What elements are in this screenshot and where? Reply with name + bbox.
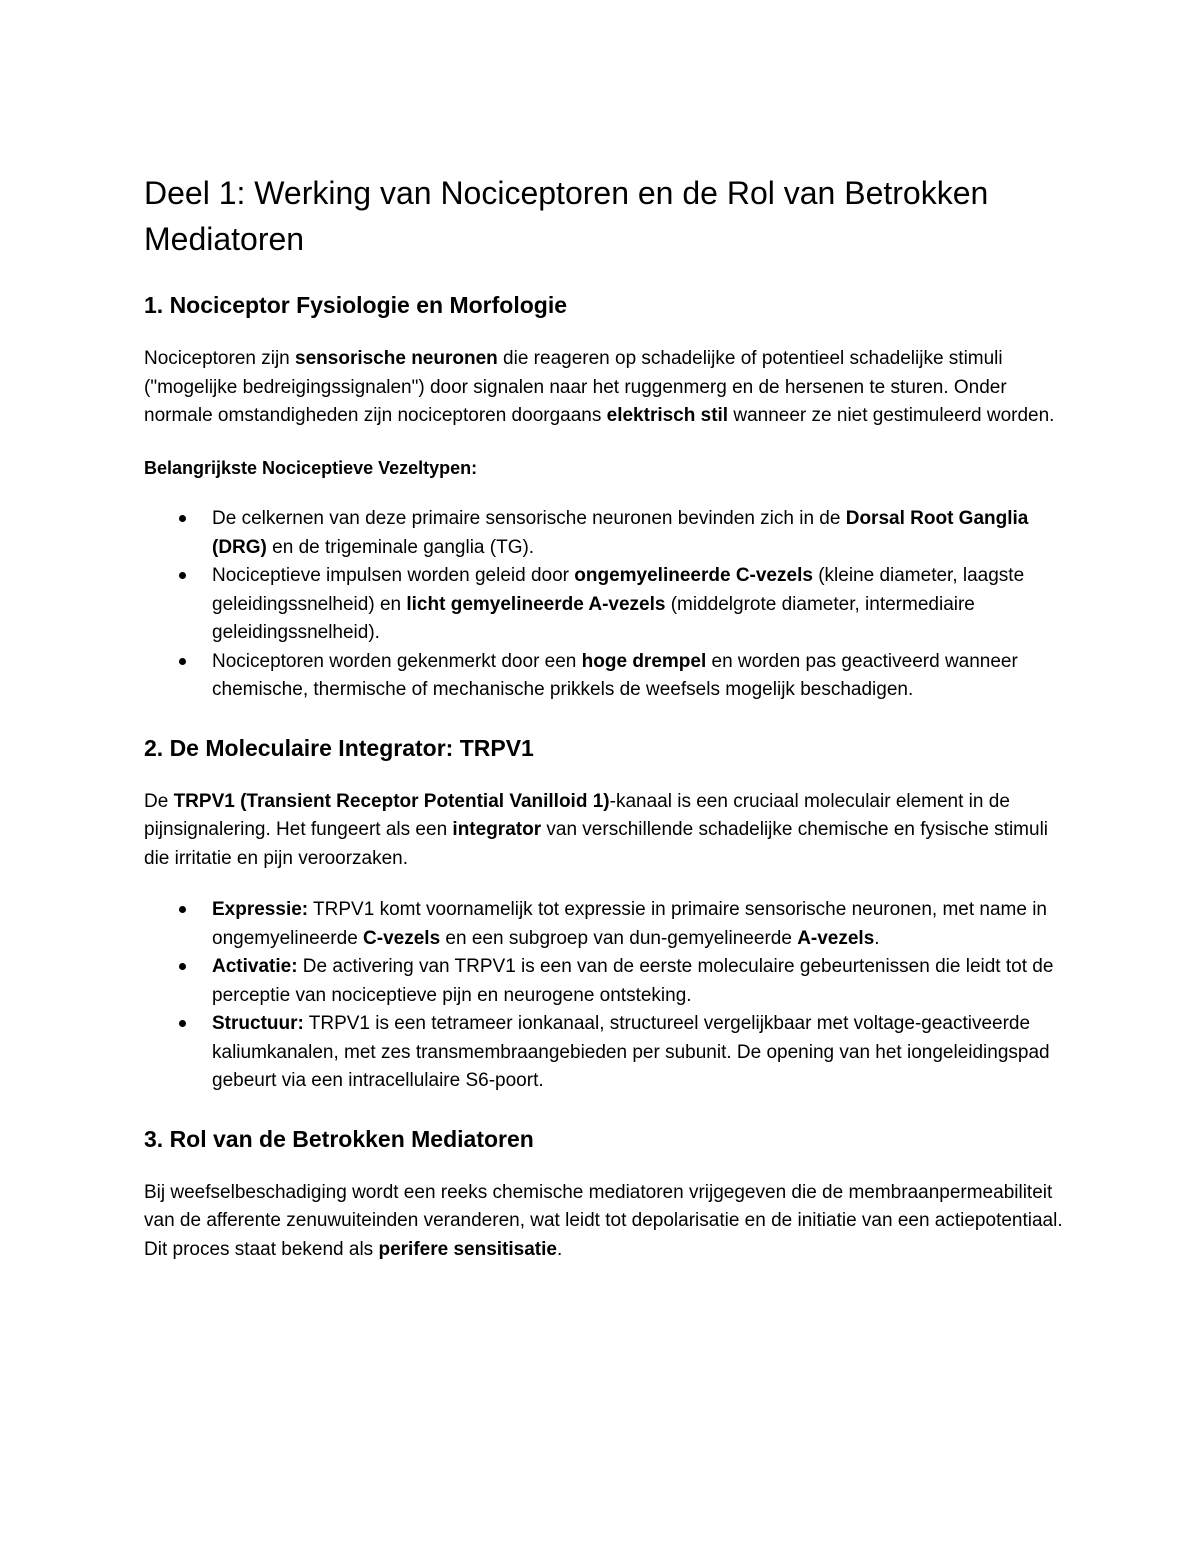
bold-term: licht gemyelineerde A-vezels: [406, 593, 666, 615]
section-1-paragraph: [144, 345, 1064, 431]
section-1-heading: 1. Nociceptor Fysiologie en Morfologie: [144, 292, 567, 318]
bold-term: TRPV1 (Transient Receptor Potential Vanilloid 1): [173, 790, 610, 812]
text-span: Bij weefselbeschadiging wordt een reeks chemische mediatoren vrijgegeven die de membraanpermeabiliteit van de afferente zenuwuiteinden veranderen, wat leidt tot depolarisatie en de initiatie van een actiepotentiaal. Dit proces staat bekend als: [144, 1181, 1063, 1260]
document-page: [144, 170, 1064, 1287]
text-span: .: [874, 927, 880, 949]
text-span: die reageren op schadelijke of potentieel schadelijke stimuli ("mogelijke bedreigingssignalen") door signalen naar het ruggenmerg en de hersenen te sturen. Onder normale omstandigheden zijn nociceptoren doorgaans: [144, 348, 1007, 426]
text-span: (kleine diameter, laagste geleidingssnelheid) en: [212, 565, 1025, 615]
bold-term: C-vezels: [363, 927, 441, 949]
text-span: Nociceptieve impulsen worden geleid door: [212, 565, 575, 586]
bold-term: hoge drempel: [581, 650, 707, 672]
text-span: De: [144, 790, 174, 812]
bold-term: sensorische neuronen: [295, 348, 498, 369]
bullet-icon: [179, 515, 186, 522]
text-span: en een subgroep van dun-gemyelineerde: [440, 927, 798, 949]
text-span: Nociceptoren zijn: [144, 348, 296, 369]
bold-term: perifere sensitisatie: [378, 1238, 557, 1260]
list-item: [144, 1010, 1064, 1096]
bullet-icon: [179, 906, 186, 913]
text-span: en worden pas geactiveerd wanneer chemische, thermische of mechanische prikkels de weefsels mogelijk beschadigen.: [212, 650, 1018, 700]
text-span: van verschillende schadelijke chemische en fysische stimuli die irritatie en pijn veroorzaken.: [144, 819, 1049, 869]
text-span: (middelgrote diameter, intermediaire geleidingssnelheid).: [212, 593, 975, 643]
section-3-paragraph: [144, 1179, 1064, 1265]
bold-term: Expressie:: [212, 899, 309, 920]
text-span: wanneer ze niet gestimuleerd worden.: [728, 405, 1055, 426]
text-span: .: [556, 1238, 563, 1260]
bullet-icon: [179, 658, 186, 665]
text-span: TRPV1 komt voornamelijk tot expressie in primaire sensorische neuronen, met name in ongemyelineerde: [212, 899, 1047, 949]
section-1-bullet-list: [144, 505, 1064, 705]
text-span: De celkernen van deze primaire sensorische neuronen bevinden zich in de: [212, 508, 846, 529]
text-span: en de trigeminale ganglia (TG).: [266, 536, 535, 558]
section-3-heading: 3. Rol van de Betrokken Mediatoren: [144, 1125, 534, 1152]
bold-term: Structuur:: [212, 1013, 304, 1034]
section-1-subheading: Belangrijkste Nociceptieve Vezeltypen:: [144, 457, 478, 478]
document-title: Deel 1: Werking van Nociceptoren en de Rol van Betrokken Mediatoren: [144, 175, 989, 257]
bold-term: Dorsal Root Ganglia (DRG): [212, 508, 1029, 558]
bold-term: integrator: [452, 819, 542, 840]
bold-term: A-vezels: [797, 927, 875, 949]
list-item: [144, 648, 1064, 705]
list-item: [144, 562, 1064, 648]
bullet-icon: [179, 963, 186, 970]
text-span: TRPV1 is een tetrameer ionkanaal, structureel vergelijkbaar met voltage-geactiveerde kaliumkanalen, met zes transmembraangebieden per subunit. De opening van het iongeleidingspad gebeurt via een intracellulaire S6-poort.: [212, 1013, 1050, 1091]
list-item: [144, 505, 1064, 562]
bullet-icon: [179, 572, 186, 579]
section-2-paragraph: [144, 788, 1064, 874]
bold-term: ongemyelineerde C-vezels: [574, 565, 813, 586]
bullet-icon: [179, 1020, 186, 1027]
section-2-bullet-list: [144, 896, 1064, 1096]
list-item: [144, 896, 1064, 953]
bold-term: Activatie:: [212, 956, 298, 977]
section-2-heading: 2. De Moleculaire Integrator: TRPV1: [144, 734, 534, 761]
text-span: Nociceptoren worden gekenmerkt door een: [212, 650, 582, 672]
text-span: De activering van TRPV1 is een van de eerste moleculaire gebeurtenissen die leidt tot de perceptie van nociceptieve pijn en neurogene ontsteking.: [212, 956, 1054, 1006]
bold-term: elektrisch stil: [606, 405, 729, 426]
text-span: -kanaal is een cruciaal moleculair element in de pijnsignalering. Het fungeert als een: [144, 790, 1010, 840]
list-item: [144, 953, 1064, 1010]
